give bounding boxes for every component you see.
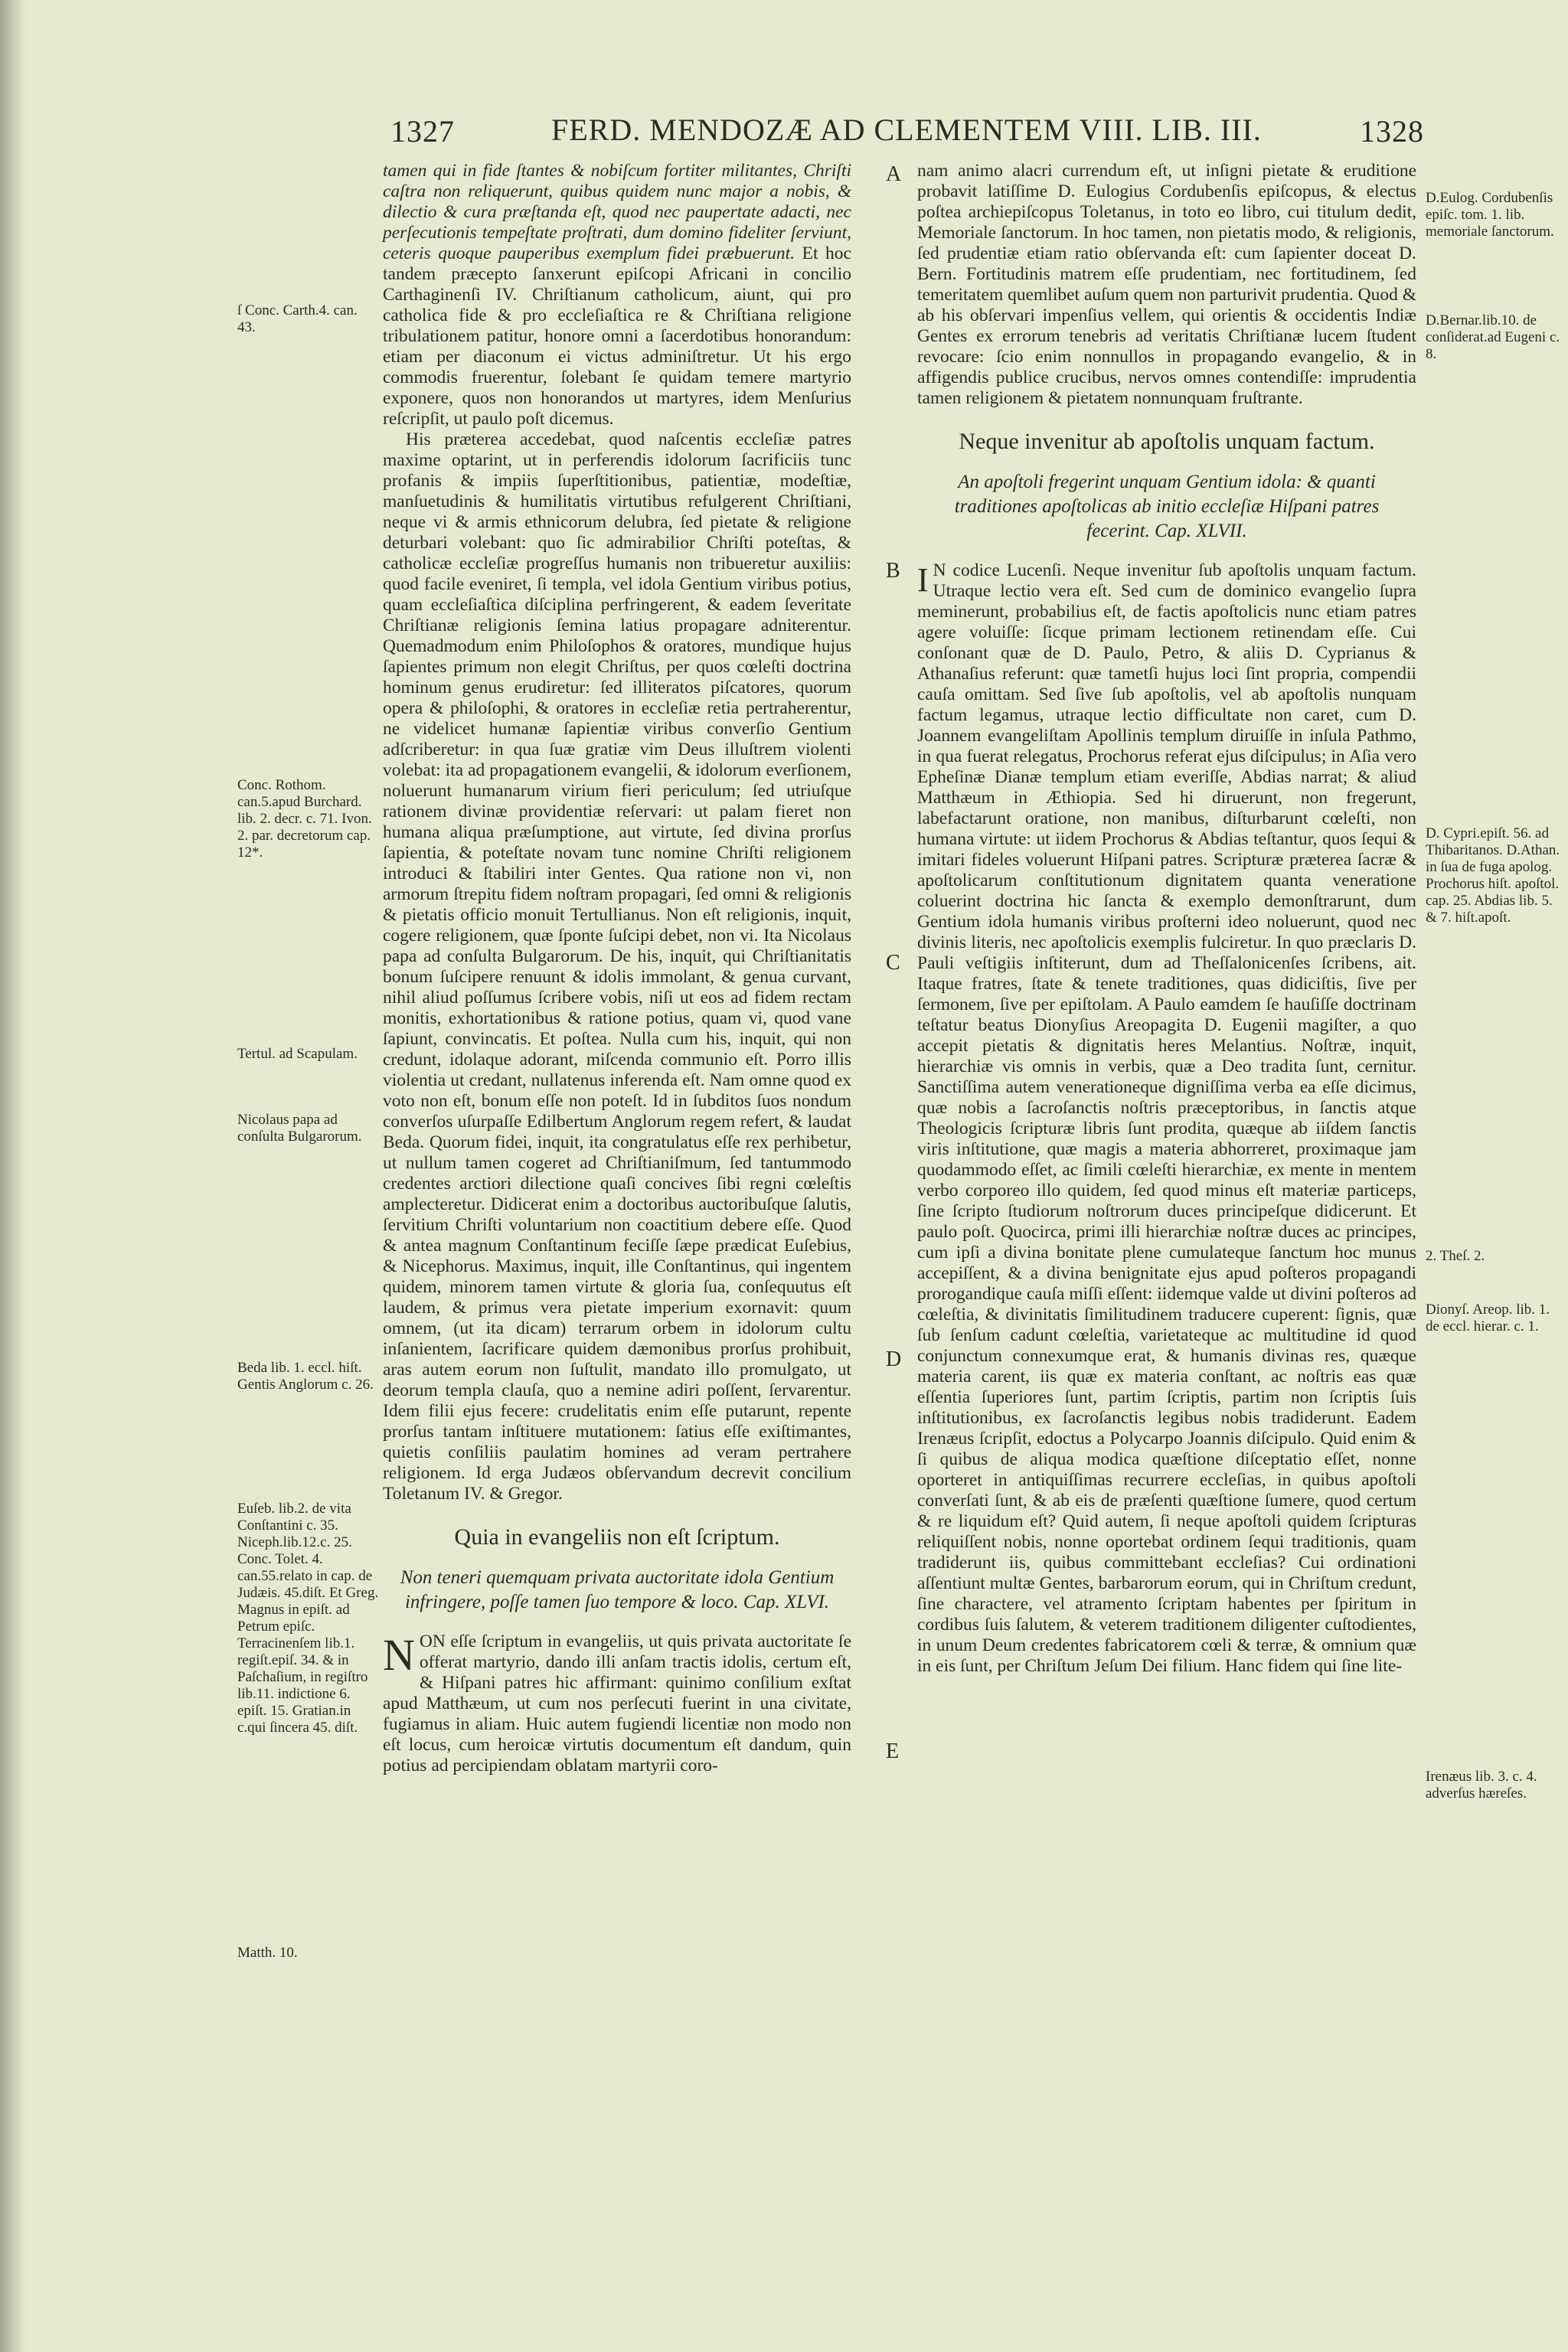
right-text-column bbox=[917, 161, 1421, 2136]
chapter-title: An apoſtoli fregerint unquam Gentium idola: & quanti traditiones apoſtolicas ab initio eccleſiæ Hiſpani patres fecerint. Cap. XLVII. bbox=[954, 472, 1380, 541]
margin-note: Beda lib. 1. eccl. hiſt. Gentis Anglorum c. 26. bbox=[237, 1360, 374, 1393]
margin-note: Tertul. ad Scapulam. bbox=[237, 1046, 358, 1062]
page-number-right: 1328 bbox=[1360, 114, 1424, 149]
paragraph: ON eſſe ſcriptum in evangeliis, ut quis privata auctoritate ſe offerat martyrio, dando illi anſam tractis idolis, certum eſt, & Hiſpani patres hic affirmant: quinimo conſilium exſtat apud Matthæum, ut cum nos perſecuti fuerint in una civitate, fugiamus in aliam. Huic autem fugiendi licentiæ non modo non eſt locus, cum heroicæ virtutis documentum eſt dandum, quin potius ad percipiendam oblatam martyrii coro- bbox=[383, 1632, 856, 1775]
chapter-title: Non teneri quemquam privata auctoritate idola Gentium infringere, poſſe tamen ſuo tempore & loco. Cap. XLVI. bbox=[400, 1567, 835, 1612]
paragraph: N codice Lucenſi. Neque invenitur ſub apoſtolis unquam factum. Utraque lectio vera eſt. Sed cum de dominico evangelio ſupra meminerunt, probabilius eſt, de factis apoſtolicis nunc etiam patres agere voluiſſe: ſicque primam lectionem retinendam eſſe. Cui conſonant quæ de D. Paulo, Petro, & aliis D. Cyprianus & Athanaſius referunt: quæ tametſi hujus loci ſint propria, compendii cauſa omittam. Sed ſive ſub apoſtolis, vel ab apoſtolis nunquam factum legamus, utraque lectio difficultate non caret, cum D. Joannem evangeliſtam Apollinis templum diruiſſe in inſula Pathmo, in qua fuerat relegatus, Prochorus referat ejus diſcipulus; in Aſia vero Epheſinæ Dianæ templum etiam everiſſe, Abdias narrat; & aliud Matthæum in Æthiopia. Sed hi diruerunt, non fregerunt, labefactarunt oratione, non manibus, diſturbarunt cœleſti, non humana virtute: ut iidem Prochorus & Abdias teſtantur, quos ſequi & imitari fideles voluerunt Hiſpani patres. Scripturæ præterea ſacræ & apoſtolicarum conſtitutionum dignitatem quanta veneratione coluerint doctrina hic ſancta & exemplo demonſtrarunt, dum Gentium idola humanis viribus proſterni ideo noluerunt, quod nec divinis literis, nec apoſtolicis exemplis fulciretur. In quo præclaris D. Pauli veſtigiis inſtiterunt, dum ad Theſſalonicenſes ſcribens, ait. Itaque fratres, ſtate & tenete traditiones, quas didiciſtis, ſive per ſermonem, ſive per epiſtolam. A Paulo eamdem ſe hauſiſſe doctrinam teſtatur beatus Dionyſius Areopagita D. Eugenii magiſter, a quo accepit pietatis & dignitatis heres Melantius. Noſtræ, inquit, hierarchiæ vis omnis in verbis, quæ a Deo tradita ſunt, cernitur. Sanctiſſima autem venerationeque digniſſima verba ea eſſe dicimus, quæ nobis a ſacroſanctis noſtris præceptoribus, in ſanctis atque Theologicis ſcripturæ libris ſunt prodita, quæque ab iiſdem ſanctis viris inſtitutione, quæ magis a materia abhorreret, proximaque jam quodammodo eſſet, ac ſimili cœleſti hierarchiæ, ex mente in mentem verbo corporeo illo quidem, ſed quod minus eſt materiæ particeps, ſine ſcripto ſtudiorum noſtrorum duces principeſque didicerunt. Et paulo poſt. Quocirca, primi illi hierarchiæ noſtræ duces ac principes, cum ipſi a divina bonitate plene cumulateque ſanctum hoc munus accepiſſent, & a divina benignitate ejus apud poſteros propagandi prorogandique cauſa miſſi eſſent: iidemque valde ut divini poſteros ad cœleſtia, & divinitatis ſimilitudinem traducere cuperent: ſignis, quæ ſub ſenſum cadunt cœleſtia, varietateque ac multitudine id quod conjunctum connexumque erat, & humanis divinas res, quæque materia carent, iis quæ ex materia conſtant, ac noſtris eas quæ eſſentia ſuperiores ſunt, partim ſcriptis, partim non ſcriptis ſuis inſtitutionibus, ex ſacroſanctis legibus nobis tradiderunt. Eadem Irenæus ſcripſit, edoctus a Polycarpo Joannis diſcipulo. Quid enim & ſi quibus de aliqua modica quæſtione diſceptatio eſſet, nonne oporteret in antiquiſſimas recurrere eccleſias, in quibus apoſtoli converſati ſunt, & ab eis de præſenti quæſtione ſumere, quod certum & re liquidum eſt? Quid autem, ſi neque apoſtoli quidem ſcripturas reliquiſſent nobis, nonne oportebat ordinem ſequi traditionis, quam tradiderunt iis, quibus committebant eccleſias? Cui ordinationi aſſentiunt multæ Gentes, barbarorum eorum, qui in Chriſtum credunt, ſine charactere, vel atramento ſcriptam habentes per ſpiritum in cordibus ſuis ſalutem, & veterem traditionem diligenter cuſtodientes, in unum Deum credentes fabricatorem cœli & terræ, & omnium quæ in eis ſunt, per Chriſtum Jeſum Dei filium. Hanc fidem qui ſine lite- bbox=[917, 560, 1421, 1676]
margin-note: D.Eulog. Cordubenſis epiſc. tom. 1. lib. memoriale ſanctorum. bbox=[1426, 190, 1557, 240]
paragraph-quote: tamen qui in fide ſtantes & nobiſcum fortiter militantes, Chriſti caſtra non reliquerunt, quibus quidem nunc major a nobis, & dilectio & cura præſtanda eſt, quod nec paupertate adacti, nec perſecutionis tempeſtate proſtrati, dum domino fideliter ſerviunt, ceteris quoque pauperibus exemplum fidei præbuerunt. bbox=[383, 161, 856, 263]
section-letter: A bbox=[886, 162, 902, 186]
section-letter: B bbox=[886, 559, 900, 583]
margin-note: 2. Theſ. 2. bbox=[1426, 1248, 1485, 1264]
paragraph-text: Et hoc tandem præcepto ſanxerunt epiſcopi Africani in concilio Carthaginenſi IV. Chriſtianum catholicum, aiunt, qui pro catholica fide & pro eccleſiaſtica re & Chriſtiana religione tribulationem patitur, honore omni a ſacerdotibus honorandum: etiam per diaconum ei victus adminiſtretur. Ut his ergo commodis fruerentur, ſolebant ſe quidam temere martyrio exponere, quos non honorandos ut martyres, idem Menſurius reſcripſit, ut paulo poſt dicemus. bbox=[383, 243, 856, 429]
section-letter: E bbox=[886, 1740, 900, 1763]
margin-note: D. Cypri.epiſt. 56. ad Thibaritanos. D.Athan. in ſua de fuga apolog. Prochorus hiſt. apoſtol. cap. 25. Abdias lib. 5. & 7. hiſt.apoſt. bbox=[1426, 825, 1563, 926]
margin-note: Dionyſ. Areop. lib. 1. de eccl. hierar. c. 1. bbox=[1426, 1302, 1553, 1334]
left-text-column bbox=[383, 161, 856, 2075]
margin-note: Matth. 10. bbox=[237, 1945, 298, 1961]
drop-cap: I bbox=[917, 561, 929, 599]
margin-note: Nicolaus papa ad conſulta Bulgarorum. bbox=[237, 1112, 362, 1145]
drop-cap: N bbox=[383, 1630, 415, 1680]
section-letter: C bbox=[886, 951, 900, 975]
margin-note: Euſeb. lib.2. de vita Conſtantini c. 35. Niceph.lib.12.c. 25. Conc. Tolet. 4. can.55.relato in cap. de Judæis. 45.diſt. Et Greg. Magnus in epiſt. ad Petrum epiſc. Terracinenſem lib.1. regiſt.epiſ. 34. & in Paſchaſium, in regiſtro lib.11. indictione 6. epiſt. 15. Gratian.in c.qui ſincera 45. diſt. bbox=[237, 1501, 382, 1736]
section-heading: Neque invenitur ab apoſtolis unquam factum. bbox=[959, 429, 1375, 454]
section-heading: Quia in evangeliis non eſt ſcriptum. bbox=[454, 1524, 780, 1550]
running-title: FERD. MENDOZÆ AD CLEMENTEM VIII. LIB. III. bbox=[551, 113, 1262, 147]
page-gutter-shadow bbox=[0, 0, 26, 2352]
margin-note: D.Bernar.lib.10. de conſiderat.ad Eugeni c. 8. bbox=[1426, 312, 1563, 362]
section-letter: D bbox=[886, 1348, 902, 1371]
page-number-left: 1327 bbox=[390, 114, 455, 149]
paragraph: nam animo alacri currendum eſt, ut inſigni pietate & eruditione probavit latiſſime D. Eulogius Cordubenſis epiſcopus, & electus poſtea archiepiſcopus Toletanus, in toto eo libro, cui titulum dedit, Memoriale ſanctorum. In hoc tamen, non pietatis modo, & religionis, ſed prudentiæ etiam ratio obſervanda eſt: cum ſapienter doceat D. Bern. Fortitudinis matrem eſſe prudentiam, nec fortitudinem, ſed temeritatem quemlibet auſum quem non parturivit prudentia. Quod & ab his obſervari impenſius vellem, qui orientis & occidentis Indiæ Gentes ex errorum tenebris ad veritatis Chriſtianæ lucem ſtudent revocare: ſcio enim nonnullos in propagando evangelio, & in affigendis publice crucibus, nervos omnes contendiſſe: imprudentia tamen religionem & pietatem nonnunquam fruſtrante. bbox=[917, 161, 1421, 408]
margin-note: Irenæus lib. 3. c. 4. adverſus hæreſes. bbox=[1426, 1769, 1541, 1802]
margin-note: Conc. Rothom. can.5.apud Burchard. lib. 2. decr. c. 71. Ivon. 2. par. decretorum cap. 12*. bbox=[237, 777, 376, 861]
paragraph: His præterea accedebat, quod naſcentis eccleſiæ patres maxime optarint, ut in perferendis idolorum ſacrificiis tunc profanis & impiis ſuperſtitionibus, patientiæ, modeſtiæ, manſuetudinis & humilitatis virtutibus refulgerent Chriſtiani, neque vi & armis ethnicorum delubra, ſed pietate & religione deturbari volebant: quo ſic admirabilior Chriſti poteſtas, & catholicæ eccleſiæ progreſſus humanis non tribueretur auxiliis: quod facile eveniret, ſi templa, vel idola Gentium viribus potius, quam eccleſiaſtica diſciplina perfringerent, & eadem ſeveritate Chriſtianæ religionis ſemina latius propagare adniterentur. Quemadmodum enim Philoſophos & oratores, mundique hujus ſapientes primum non elegit Chriſtus, per quos cœleſti doctrina hominum genus erudiretur: ſed illiteratos piſcatores, quorum opera & philoſophi, & oratores in eccleſiæ retia pertraherentur, ne videlicet humanæ ſapientiæ viribus converſio Gentium adſcriberetur: in qua ſuæ gratiæ vim Deus illuſtrem violenti volebat: ita ad propagationem evangelii, & idolorum everſionem, noluerunt humanarum virium fieri periculum; ſed utriuſque rationem divinæ providentiæ reſervari: ut palam fieret non humana aliqua præſumptione, aut virtute, ſed divina prorſus ſapientia, & poteſtate novam tunc nomine Chriſti religionem introduci & ſtabiliri inter Gentes. Qua ratione non vi, non armorum ſtrepitu fidem noſtram propagari, ſed omni & religionis & pietatis officio monuit Tertullianus. Non eſt religionis, inquit, cogere religionem, quæ ſponte ſuſcipi debet, non vi. Ita Nicolaus papa ad conſulta Bulgarorum. De his, inquit, qui Chriſtianitatis bonum ſuſcipere renuunt & idolis immolant, & genua curvant, nihil aliud poſſumus ſcribere vobis, niſi ut eos ad fidem rectam monitis, exhortationibus & ratione potius, quam vi, quod vane ſapiunt, convincatis. Et poſtea. Nulla cum his, inquit, qui non credunt, idolaque adorant, miſcenda communio eſt. Porro illis violentia ut credant, nullatenus inferenda eſt. Nam omne quod ex voto non eſt, bonum eſſe non poteſt. Id in ſubditos ſuos nondum converſos uſurpaſſe Edilbertum Anglorum regem refert, & laudat Beda. Quorum fidei, inquit, ita congratulatus eſſe rex perhibetur, ut nullum tamen cogeret ad Chriſtianiſmum, ſed tantummodo credentes arctiori dilectione quaſi concives ſibi regni cœleſtis amplecteretur. Didicerat enim a doctoribus auctoribuſque ſalutis, ſervitium Chriſti voluntarium non coactitium debere eſſe. Quod & antea magnum Conſtantinum feciſſe ſæpe prædicat Euſebius, & Nicephorus. Maximus, inquit, ille Conſtantinus, qui ingentem quidem, minorem tamen virtute & gloria ſua, conſequutus eſt laudem, & primus vera pietate imperium exornavit: quum omnem, (ut ita dicam) terrarum orbem in idolorum cultu inſanientem, ſacrificare quidem dæmonibus prorſus prohibuit, aras autem eorum non ſuſtulit, mandato illo promulgato, ut deorum templa clauſa, quo a nemine adiri poſſent, ſervarentur. Idem filii ejus fecere: crudelitatis enim eſſe putarunt, repente prorſus tantam inſtituere mutationem: ſatius eſſe exiſtimantes, quietis conſiliis paulatim homines ad veram pertrahere religionem. Id erga Judæos obſervandum decrevit concilium Toletanum IV. & Gregor. bbox=[383, 430, 856, 1504]
margin-note: ſ Conc. Carth.4. can. 43. bbox=[237, 302, 361, 335]
page-header bbox=[375, 107, 1424, 153]
